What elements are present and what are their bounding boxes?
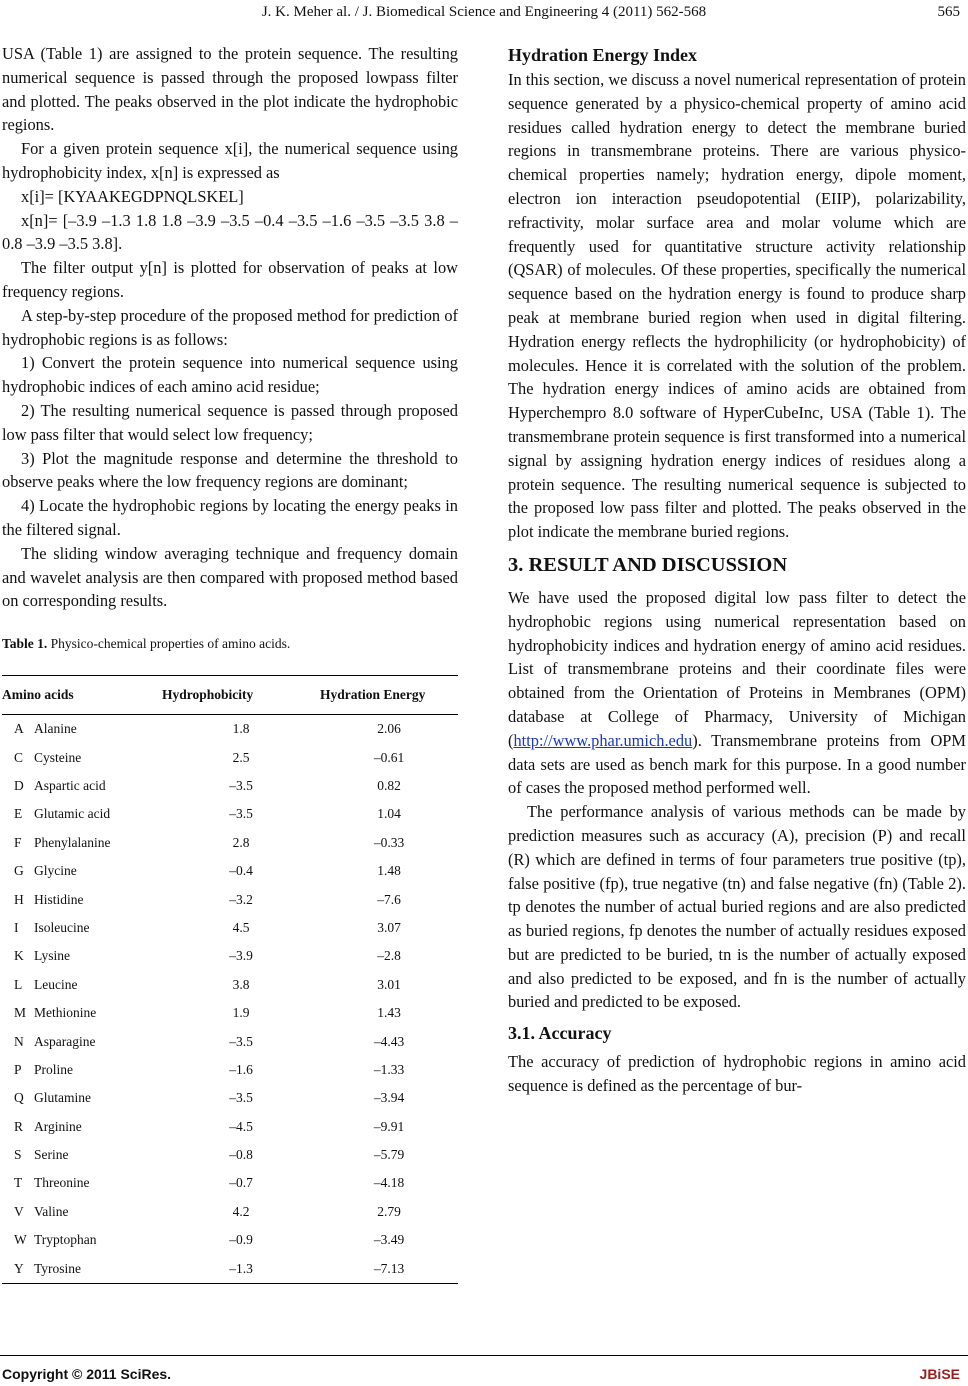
hydrophobicity-cell: 4.2	[232, 1203, 250, 1219]
paragraph-text: ). Transmembrane proteins from OPM data sets are used as bench mark for this purpose. In a good number of cases the proposed method performed well.	[508, 730, 966, 798]
hydration-energy-cell: 1.04	[377, 806, 401, 822]
table-caption-text: Physico-chemical properties of amino acids.	[47, 636, 291, 652]
hydration-energy-cell: 2.06	[377, 721, 401, 737]
paragraph: USA (Table 1) are assigned to the protein sequence. The resulting numerical sequence is passed through the proposed lowpass filter and plotted. The peaks observed in the plot indicate the hydrophobic regions.	[2, 44, 458, 135]
table-row	[2, 857, 458, 885]
amino-acid-name: Arginine	[34, 1118, 82, 1134]
amino-acid-cell	[2, 914, 162, 942]
hydrophobicity-cell: 1.9	[232, 1005, 250, 1021]
hydrophobicity-cell: –3.2	[229, 891, 253, 907]
column-header: Hydrophobicity	[162, 676, 320, 715]
amino-acid-code: S	[14, 1147, 22, 1163]
amino-acid-name: Serine	[34, 1147, 69, 1163]
amino-acid-cell	[2, 828, 162, 856]
hydration-energy-cell: 3.07	[377, 919, 401, 935]
amino-acid-name: Leucine	[34, 976, 78, 992]
table-row	[2, 1169, 458, 1197]
table-row	[2, 1141, 458, 1169]
amino-acid-name: Tryptophan	[34, 1232, 97, 1248]
amino-acid-cell	[2, 1226, 162, 1254]
table-caption-label: Table 1.	[2, 636, 48, 652]
hydrophobicity-cell: 2.5	[232, 749, 250, 765]
hydration-energy-cell: –1.33	[373, 1061, 405, 1077]
column-header: Amino acids	[2, 676, 162, 715]
amino-acid-name: Proline	[34, 1061, 73, 1077]
hydrophobicity-cell: –0.8	[229, 1147, 253, 1163]
amino-acid-code: D	[14, 778, 24, 793]
hydrophobicity-cell: –3.5	[229, 806, 253, 822]
amino-acid-cell	[2, 1198, 162, 1226]
sequence-x-n: x[n]= [–3.9 –1.3 1.8 1.8 –3.9 –3.5 –0.4 –3.5 –1.6 –3.5 –3.5 3.8 –0.8 –3.9 –3.5 3.8].	[2, 210, 458, 254]
amino-acid-cell	[2, 970, 162, 998]
table-row	[2, 1084, 458, 1112]
table-row	[2, 828, 458, 856]
amino-acid-cell	[2, 857, 162, 885]
right-column	[508, 42, 966, 1098]
amino-acid-code: P	[14, 1061, 22, 1077]
table-row	[2, 800, 458, 828]
table-caption	[2, 635, 458, 653]
paragraph: A step-by-step procedure of the proposed method for prediction of hydrophobic regions is as follows:	[2, 305, 458, 349]
procedure-step-4: 4) Locate the hydrophobic regions by locating the energy peaks in the filtered signal.	[2, 496, 458, 539]
amino-acid-cell	[2, 1056, 162, 1084]
hydration-energy-cell: –3.94	[373, 1090, 405, 1106]
table-row	[2, 714, 458, 743]
amino-acid-cell	[2, 1169, 162, 1197]
section-heading: 3. RESULT AND DISCUSSION	[508, 553, 788, 576]
amino-acid-code: L	[14, 976, 23, 992]
hydration-energy-cell: 3.01	[377, 976, 401, 992]
amino-acid-cell	[2, 772, 162, 800]
journal-abbrev: JBiSE	[919, 1366, 960, 1382]
paragraph	[508, 586, 966, 800]
procedure-step-1: 1) Convert the protein sequence into numerical sequence using hydrophobic indices of each amino acid residue;	[2, 353, 458, 397]
hydration-energy-cell: –4.18	[373, 1175, 405, 1191]
amino-acid-name: Asparagine	[34, 1033, 96, 1049]
amino-acid-name: Aspartic acid	[34, 778, 106, 793]
amino-acid-cell	[2, 1084, 162, 1112]
hydrophobicity-cell: –3.5	[229, 778, 253, 793]
amino-acid-name: Isoleucine	[34, 919, 90, 935]
page-footer	[0, 1355, 968, 1386]
opm-link[interactable]: http://www.phar.umich.edu	[513, 730, 693, 750]
hydration-energy-cell: 0.82	[377, 778, 401, 793]
hydrophobicity-cell: –3.5	[229, 1090, 253, 1106]
amino-acid-code: R	[14, 1118, 24, 1134]
amino-acid-name: Glutamic acid	[34, 806, 111, 822]
amino-acid-name: Threonine	[34, 1175, 90, 1191]
paragraph: The performance analysis of various methods can be made by prediction measures such as accuracy (A), precision (P) and recall (R) which are defined in terms of four parameters true positive (tp), false positive (fp), true negative (tn) and false negative (fn) (Table 2). tp denotes the number of actual buried regions and are also predicted as buried regions, fp denotes the number of actually residues exposed but are predicted to be buried, tn is the number of actually exposed and also predicted to be exposed, and fn is the number of actually buried and predicted to be exposed.	[508, 802, 966, 1012]
table-row	[2, 1112, 458, 1140]
amino-acid-code: H	[14, 891, 24, 907]
amino-acid-code: T	[14, 1175, 23, 1191]
paragraph: The filter output y[n] is plotted for observation of peaks at low frequency regions.	[2, 258, 458, 301]
running-header	[0, 0, 968, 30]
amino-acid-code: Y	[14, 1260, 24, 1276]
hydration-energy-cell: 2.79	[377, 1203, 401, 1219]
hydrophobicity-cell: 3.8	[232, 976, 250, 992]
table-row	[2, 970, 458, 998]
amino-acid-cell	[2, 1141, 162, 1169]
page-number: 565	[937, 4, 960, 20]
paragraph-text: We have used the proposed digital low pass filter to detect the hydrophobic regions using numerical representation based on hydrophobicity indices and hydration energy of amino acid residues. List of transmembrane proteins and their coordinate files were obtained from the Orientation of Proteins in Membranes (OPM) database at College of Pharmacy, University of Michigan (	[508, 587, 966, 750]
amino-acid-name: Histidine	[34, 891, 84, 907]
hydration-energy-cell: –9.91	[373, 1118, 405, 1134]
table-row	[2, 1198, 458, 1226]
table-row	[2, 1027, 458, 1055]
table-row	[2, 914, 458, 942]
amino-acid-name: Glutamine	[34, 1090, 91, 1106]
amino-acid-name: Alanine	[34, 721, 77, 737]
paragraph: The sliding window averaging technique and frequency domain and wavelet analysis are then compared with proposed method based on corresponding results.	[2, 543, 458, 611]
paragraph: For a given protein sequence x[i], the numerical sequence using hydrophobicity index, x[n] is expressed as	[2, 139, 458, 182]
hydrophobicity-cell: –3.9	[229, 948, 253, 964]
amino-acid-code: A	[14, 721, 24, 737]
amino-acid-name: Valine	[34, 1203, 69, 1219]
table-row	[2, 1226, 458, 1254]
hydrophobicity-cell: –1.3	[162, 1254, 320, 1283]
amino-acid-cell	[2, 714, 162, 743]
hydrophobicity-cell: –0.4	[229, 863, 253, 879]
table-header-row	[2, 676, 458, 715]
amino-acid-cell	[2, 942, 162, 970]
amino-acid-name: Tyrosine	[34, 1260, 82, 1276]
hydration-energy-cell: –2.8	[377, 948, 401, 964]
hydration-energy-cell: –0.33	[373, 834, 405, 850]
amino-acid-cell	[2, 1254, 162, 1283]
hydrophobicity-cell: –4.5	[229, 1118, 253, 1134]
amino-acid-name: Cysteine	[34, 749, 82, 765]
amino-acid-name: Glycine	[34, 863, 77, 879]
column-header: Hydration Energy	[320, 676, 458, 715]
amino-acid-code: E	[14, 806, 23, 822]
amino-acid-code: C	[14, 749, 24, 765]
paragraph: In this section, we discuss a novel numerical representation of protein sequence generated by a physico-chemical property of amino acid residues called hydration energy to detect the membrane buried regions in transmembrane proteins. There are various physico-chemical properties namely; hydration energy, dipole moment, electron ion interaction pseudopotential (EIIP), polarizability, refractivity, molar surface area and molar volume which are frequently used for quantitative structure activity relationship (QSAR) of molecules. Of these properties, specifically the numerical sequence based on the hydration energy is found to produce sharp peak at membrane buried region when used in digital filtering. Hydration energy reflects the hydrophilicity (or hydrophobicity) of molecules. Hence it is correlated with the solution of the problem. The hydration energy indices of amino acids are obtained from Hyperchempro 8.0 software of HyperCubeInc, USA (Table 1). The transmembrane protein sequence is first transformed into a numerical signal by assigning hydration energy indices of residues along a protein sequence. The resulting numerical sequence is subjected to the proposed low pass filter and plotted. The peaks observed in the plot indicate the membrane buried regions.	[508, 70, 966, 542]
subsection-heading: 3.1. Accuracy	[508, 1023, 612, 1044]
hydrophobicity-cell: –0.7	[229, 1175, 253, 1191]
hydrophobicity-cell: –1.6	[229, 1061, 253, 1077]
hydration-energy-cell: 1.43	[377, 1005, 401, 1021]
amino-acid-code: F	[14, 834, 22, 850]
copyright: Copyright © 2011 SciRes.	[2, 1366, 172, 1382]
hydrophobicity-cell: –3.5	[229, 1033, 253, 1049]
amino-acid-cell	[2, 800, 162, 828]
amino-acid-code: I	[14, 919, 19, 935]
amino-acid-cell	[2, 1027, 162, 1055]
hydrophobicity-cell: –0.9	[229, 1232, 253, 1248]
hydrophobicity-cell: 4.5	[232, 919, 250, 935]
amino-acid-table	[2, 675, 458, 1284]
hydration-energy-cell: –4.43	[373, 1033, 405, 1049]
table-row	[2, 1056, 458, 1084]
amino-acid-code: M	[14, 1005, 27, 1021]
table-row	[2, 942, 458, 970]
amino-acid-name: Phenylalanine	[34, 834, 111, 850]
hydration-energy-cell: –7.13	[320, 1254, 458, 1283]
amino-acid-code: Q	[14, 1090, 24, 1106]
amino-acid-cell	[2, 999, 162, 1027]
hydration-energy-cell: –0.61	[373, 749, 405, 765]
amino-acid-code: K	[14, 948, 24, 964]
procedure-step-3: 3) Plot the magnitude response and determine the threshold to observe peaks where the low frequency regions are dominant;	[2, 448, 458, 492]
amino-acid-name: Methionine	[34, 1005, 97, 1021]
table-row	[2, 999, 458, 1027]
amino-acid-cell	[2, 1112, 162, 1140]
amino-acid-code: N	[14, 1033, 24, 1049]
table-body	[2, 714, 458, 1283]
sequence-x-i: x[i]= [KYAAKEGDPNQLSKEL]	[21, 186, 244, 206]
amino-acid-code: W	[14, 1232, 27, 1248]
amino-acid-name: Lysine	[34, 948, 70, 964]
left-column	[2, 42, 458, 1284]
hydration-energy-cell: –7.6	[377, 891, 401, 907]
table-row	[2, 743, 458, 771]
section-heading: Hydration Energy Index	[508, 45, 698, 65]
amino-acid-code: V	[14, 1203, 24, 1219]
table-row	[2, 772, 458, 800]
hydrophobicity-cell: 1.8	[232, 721, 250, 737]
hydration-energy-cell: –3.49	[373, 1232, 405, 1248]
hydration-energy-cell: –5.79	[373, 1147, 405, 1163]
hydration-energy-cell: 1.48	[377, 863, 401, 879]
running-title: J. K. Meher al. / J. Biomedical Science and Engineering 4 (2011) 562-568	[261, 4, 707, 20]
hydrophobicity-cell: 2.8	[232, 834, 250, 850]
amino-acid-code: G	[14, 863, 24, 879]
procedure-step-2: 2) The resulting numerical sequence is passed through proposed low pass filter that would select low frequency;	[2, 400, 458, 444]
table-row	[2, 1254, 458, 1283]
table-row	[2, 885, 458, 913]
paragraph: The accuracy of prediction of hydrophobic regions in amino acid sequence is defined as the percentage of bur-	[508, 1052, 966, 1096]
amino-acid-cell	[2, 885, 162, 913]
amino-acid-cell	[2, 743, 162, 771]
